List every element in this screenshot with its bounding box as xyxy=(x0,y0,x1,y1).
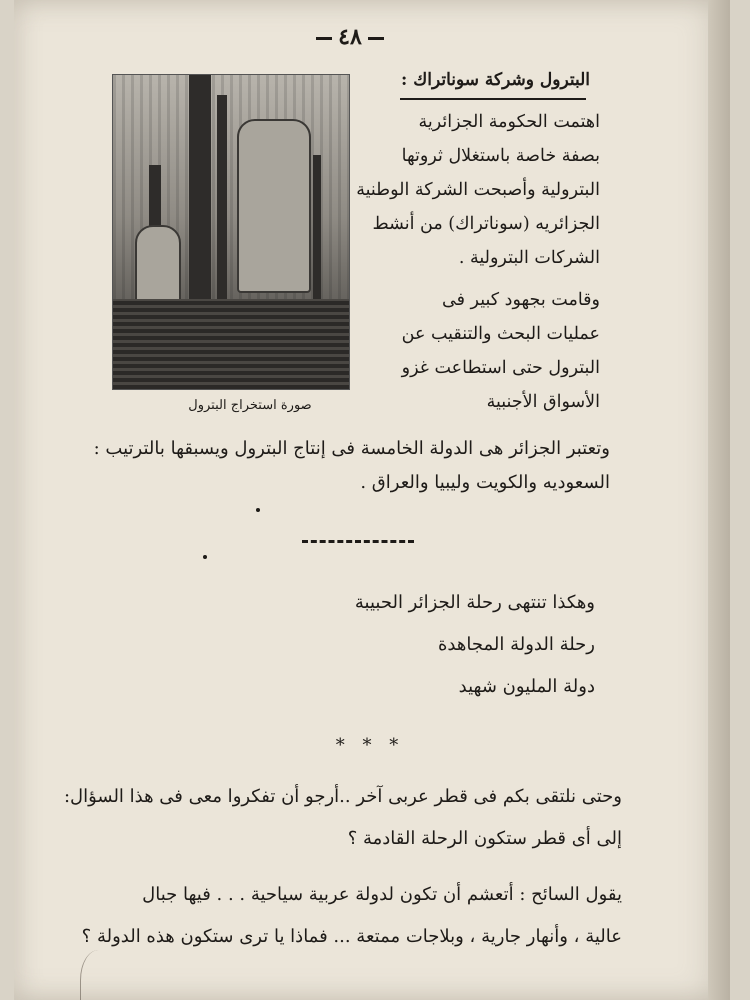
column-line: الشركات البترولية . xyxy=(458,248,600,268)
column-line: البترولية وأصبحت الشركة الوطنية xyxy=(356,180,600,200)
ink-dot xyxy=(203,555,207,559)
column-line: عمليات البحث والتنقيب عن xyxy=(401,324,600,344)
closing-line: وهكذا تنتهى رحلة الجزائر الحبيبة xyxy=(354,592,595,613)
column-line: الجزائريه (سوناتراك) من أنشط xyxy=(372,214,600,234)
column-line: اهتمت الحكومة الجزائرية xyxy=(418,112,600,132)
column-line: وقامت بجهود كبير فى xyxy=(442,290,600,310)
ink-dot xyxy=(256,508,260,512)
traveler-line: يقول السائح : أتعشم أن تكون لدولة عربية سياحية . . . فيها جبال xyxy=(142,884,622,905)
traveler-line: عالية ، وأنهار جارية ، وبلاجات ممتعة ... فماذا يا ترى ستكون هذه الدولة ؟ xyxy=(81,926,622,947)
column-line: البترول حتى استطاعت غزو xyxy=(401,358,600,378)
closing-line: دولة المليون شهيد xyxy=(458,676,595,697)
star-separator: * * * xyxy=(335,735,405,756)
page-edge xyxy=(708,0,730,1000)
section-heading: البترول وشركة سوناتراك : xyxy=(401,70,590,90)
oil-extraction-photo xyxy=(112,74,350,390)
column-line: بصفة خاصة باستغلال ثروتها xyxy=(401,146,600,166)
ranking-line: السعوديه والكويت وليبيا والعراق . xyxy=(360,472,610,493)
question-line: إلى أى قطر ستكون الرحلة القادمة ؟ xyxy=(347,828,622,849)
closing-line: رحلة الدولة المجاهدة xyxy=(438,634,595,655)
section-divider xyxy=(302,540,414,543)
photo-caption: صورة استخراج البترول xyxy=(188,398,312,413)
page-crease xyxy=(80,950,111,1000)
ranking-line: وتعتبر الجزائر هى الدولة الخامسة فى إنتاج البترول ويسبقها بالترتيب : xyxy=(93,438,610,459)
column-line: الأسواق الأجنبية xyxy=(486,392,600,412)
heading-underline xyxy=(400,98,586,100)
question-line: وحتى نلتقى بكم فى قطر عربى آخر ..أرجو أن تفكروا معى فى هذا السؤال: xyxy=(63,786,622,807)
page-number: ٤٨ xyxy=(305,24,395,50)
